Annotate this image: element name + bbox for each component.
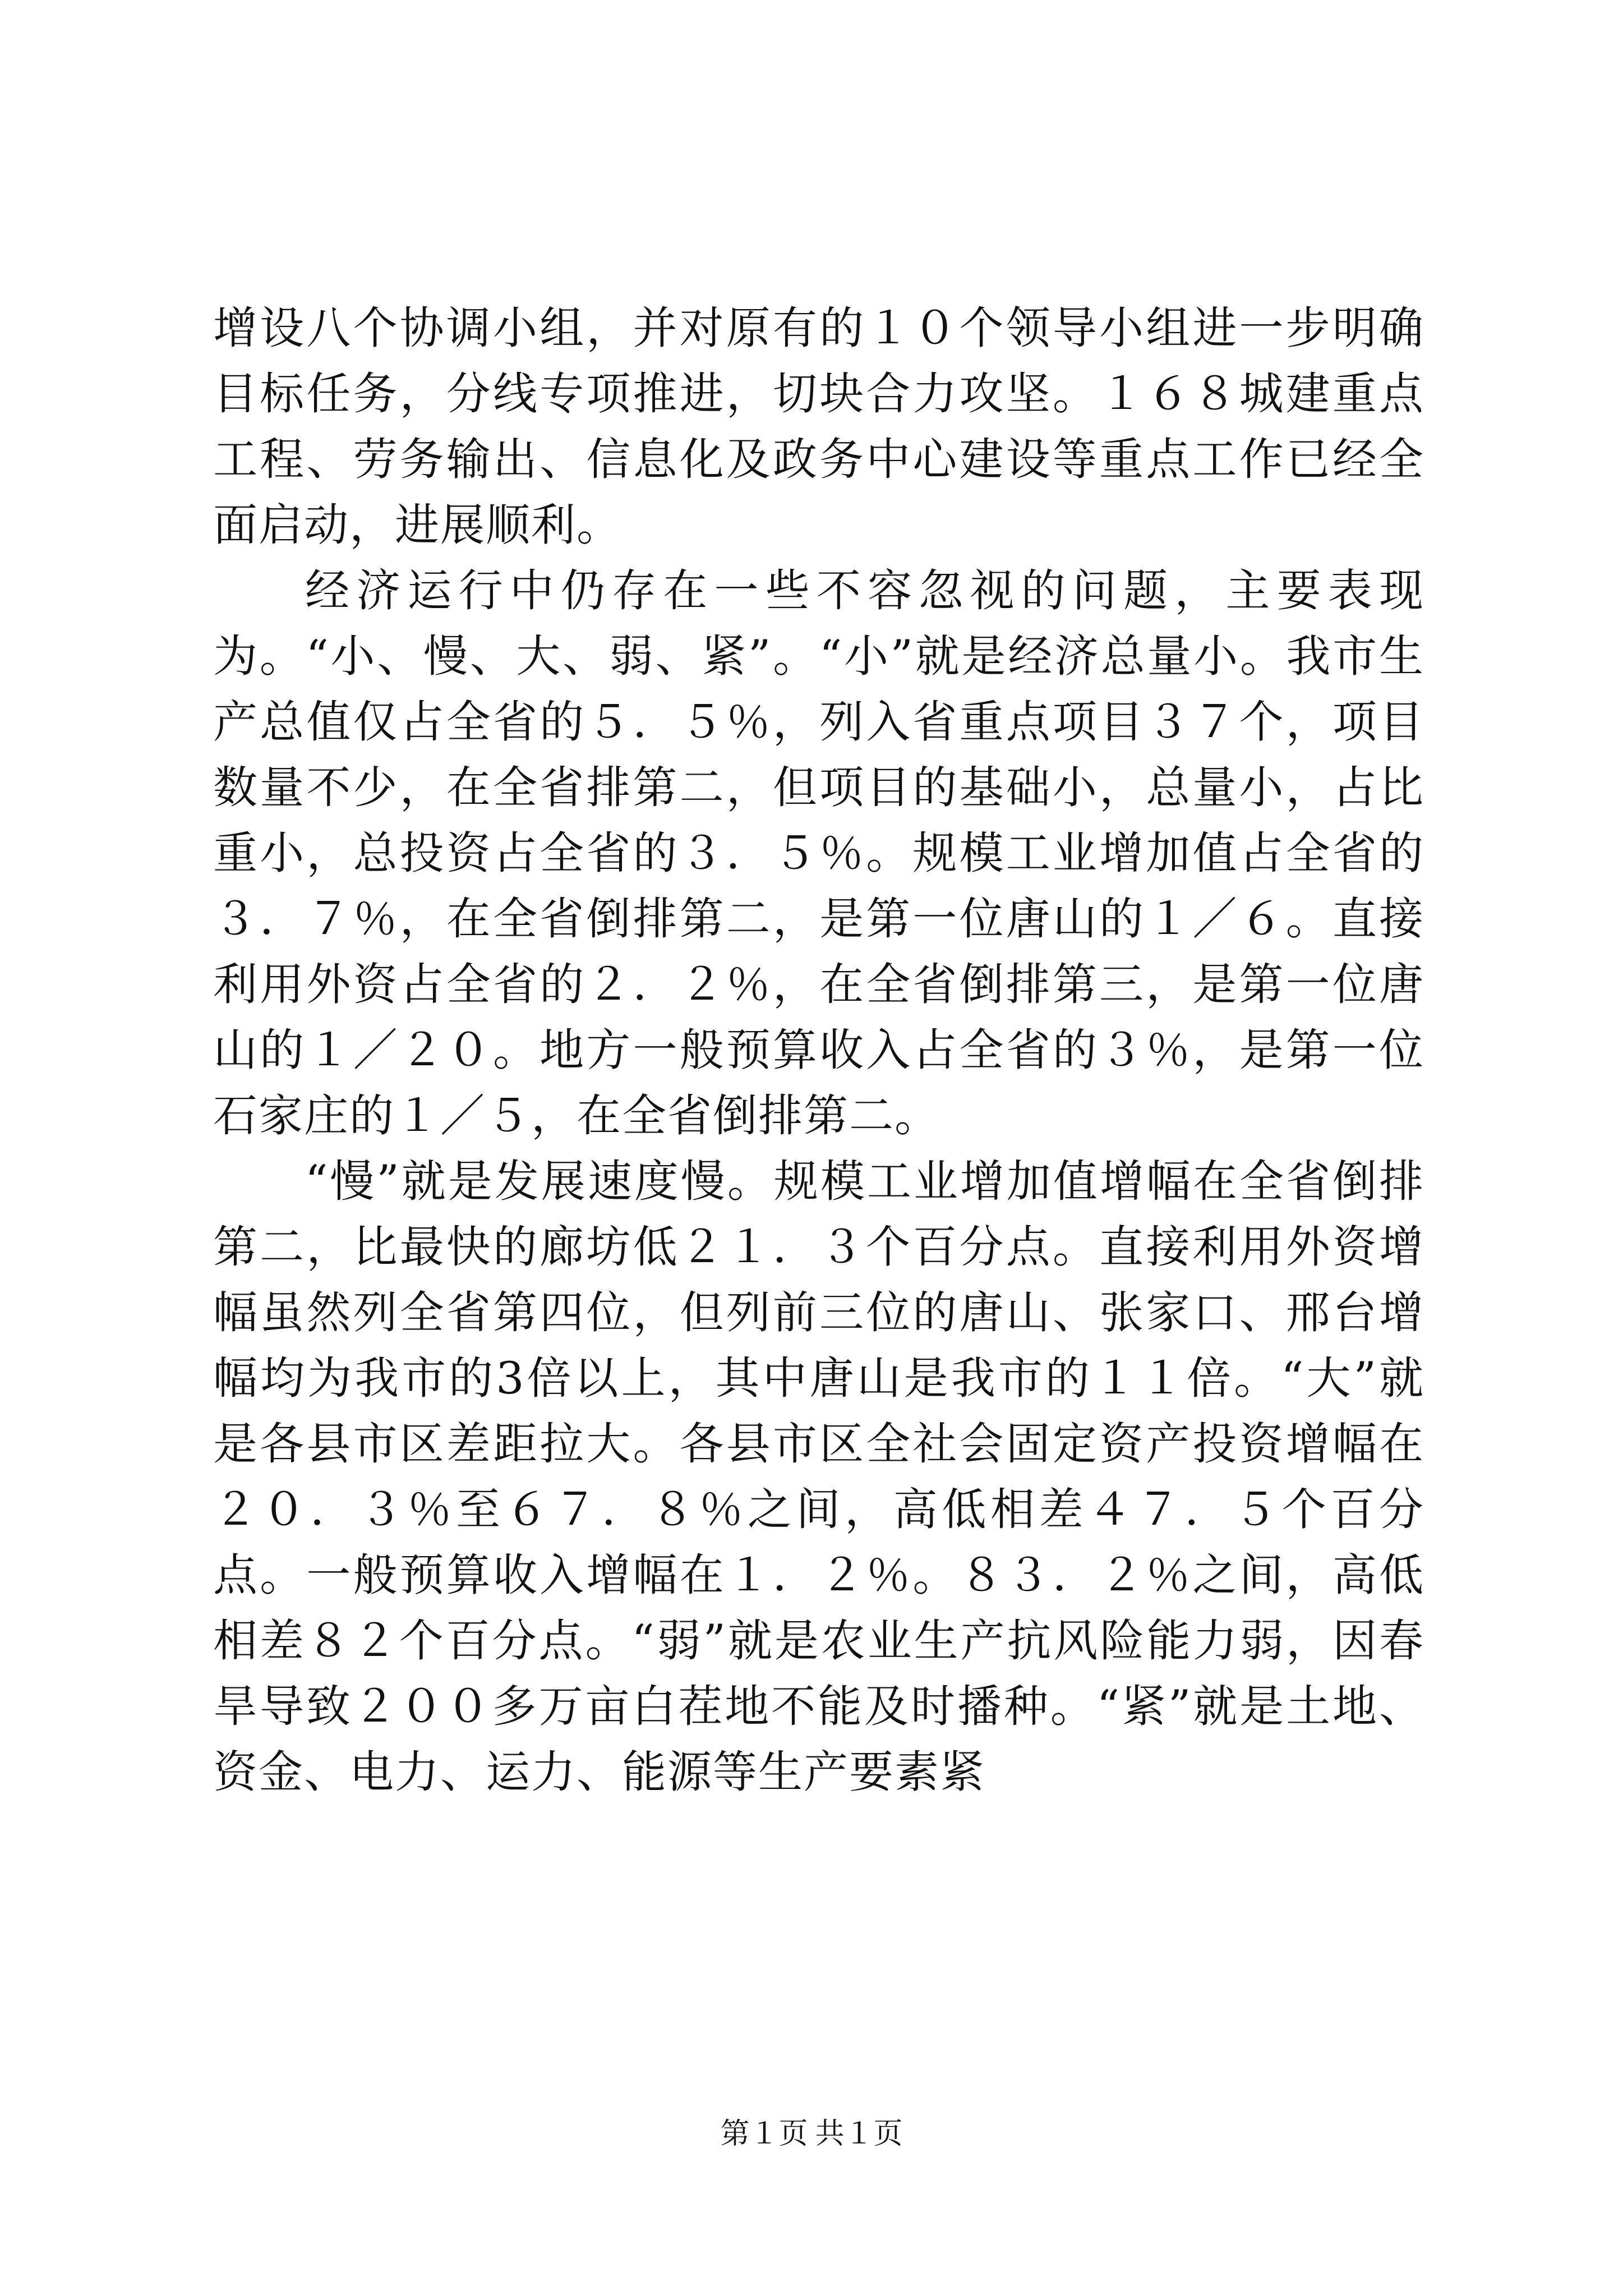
document-body <box>213 296 1424 1805</box>
paragraph-3: “慢”就是发展速度慢。规模工业增加值增幅在全省倒排第二，比最快的廊坊低２１．３个百分点。直接利用外资增幅虽然列全省第四位，但列前三位的唐山、张家口、邢台增幅均为我市的3倍以上，其中唐山是我市的１１倍。“大”就是各县市区差距拉大。各县市区全社会固定资产投资增幅在２０．３％至６７．８％之间，高低相差４７．５个百分点。一般预算收入增幅在１．２％。８３．２％之间，高低相差８２个百分点。“弱”就是农业生产抗风险能力弱，因春旱导致２００多万亩白茬地不能及时播种。“紧”就是土地、资金、电力、运力、能源等生产要素紧 <box>213 1156 1424 1798</box>
paragraph-1: 增设八个协调小组，并对原有的１０个领导小组进一步明确目标任务，分线专项推进，切块合力攻坚。１６８城建重点工程、劳务输出、信息化及政务中心建设等重点工作已经全面启动，进展顺利。 <box>213 302 1424 551</box>
page-footer: 第１页 共１页 <box>720 2118 903 2150</box>
paragraph-2: 经济运行中仍存在一些不容忽视的问题，主要表现为。“小、慢、大、弱、紧”。“小”就是经济总量小。我市生产总值仅占全省的５．５％，列入省重点项目３７个，项目数量不少，在全省排第二，但项目的基础小，总量小，占比重小，总投资占全省的３．５％。规模工业增加值占全省的３．７％，在全省倒排第二，是第一位唐山的１／６。直接利用外资占全省的２．２％，在全省倒排第三，是第一位唐山的１／２０。地方一般预算收入占全省的３％，是第一位石家庄的１／５，在全省倒排第二。 <box>213 565 1424 1142</box>
